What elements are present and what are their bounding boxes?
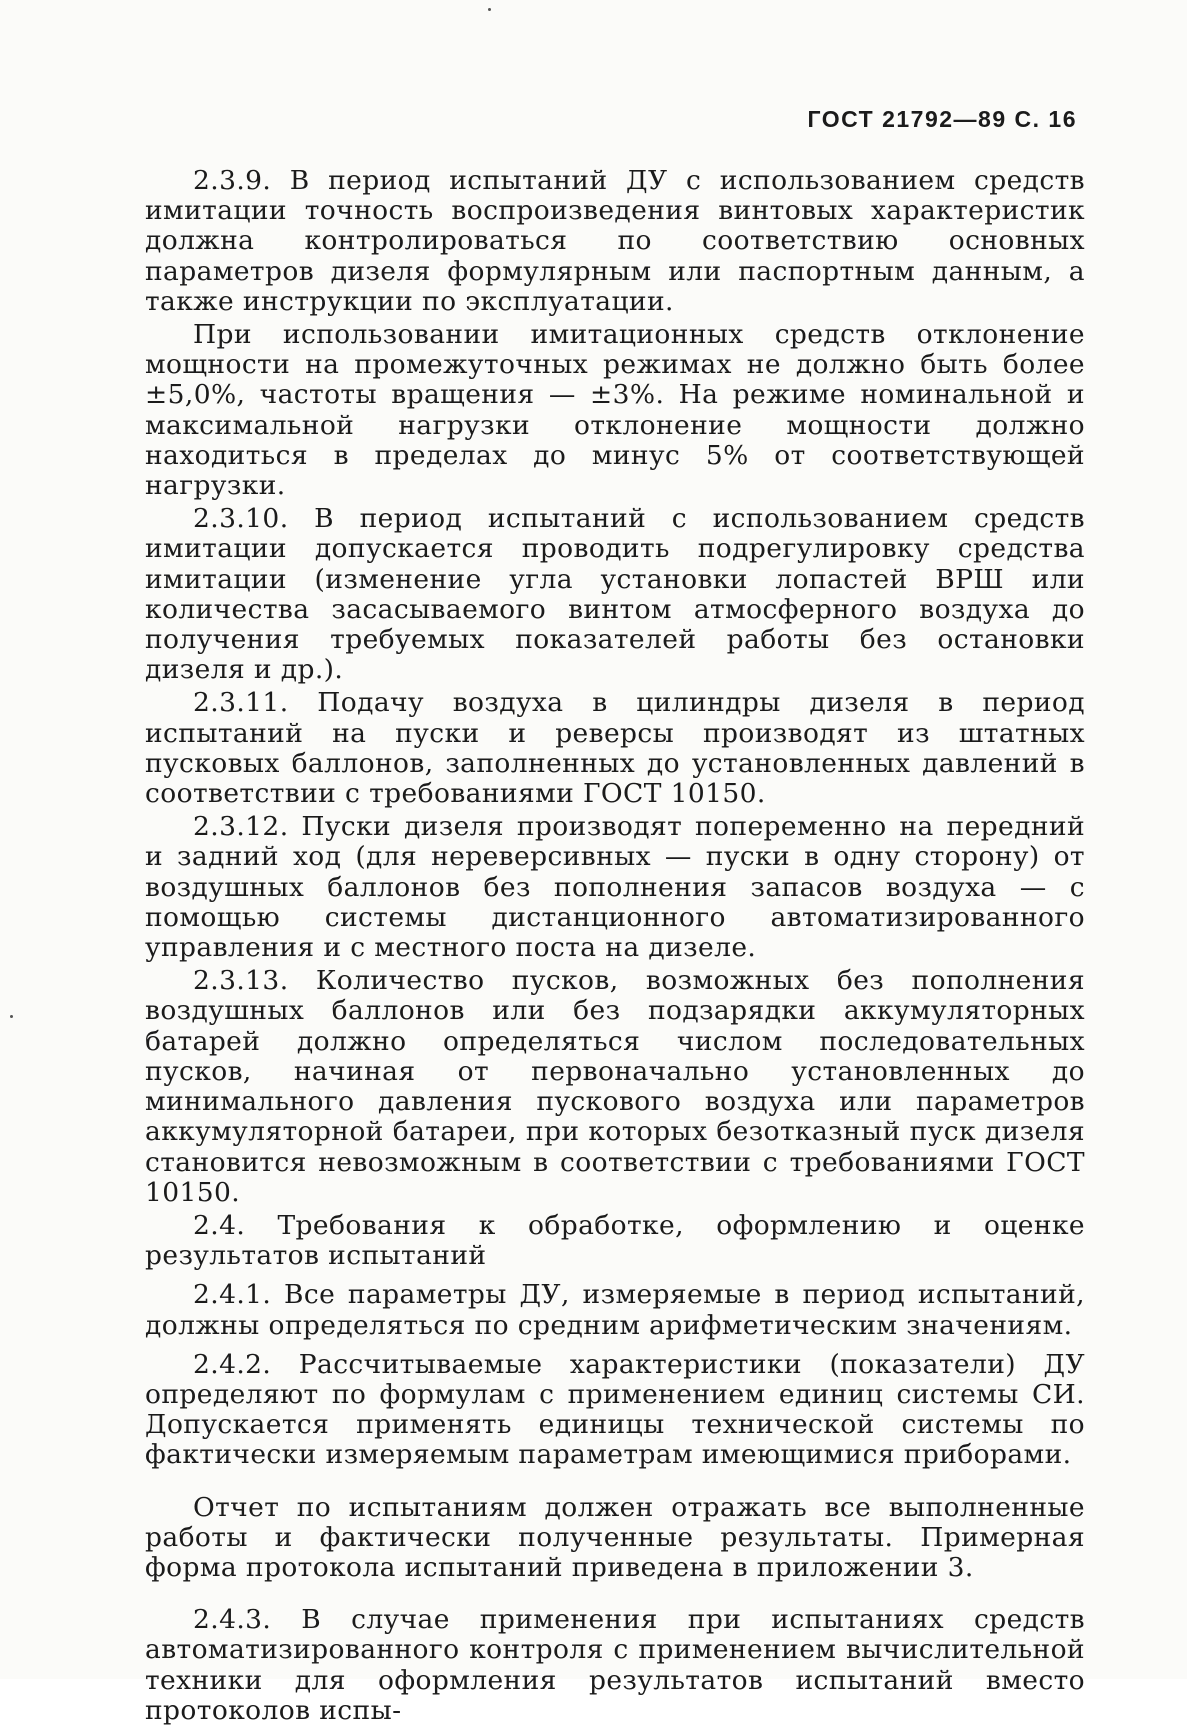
scan-speck (10, 1015, 13, 1018)
section-heading-2-4: 2.4. Требования к обработке, оформлению и оценке результатов испытаний (145, 1209, 1085, 1272)
paragraph-2-3-10: 2.3.10. В период испытаний с использованием средств имитации допускается проводить подрегулировку средства имитации (изменение угла установки лопастей ВРШ или количества засасываемого винтом атмосферного воздуха до получения требуемых показателей работы без остановки дизеля и др.). (145, 503, 1085, 686)
paragraph-2-4-2: 2.4.2. Рассчитываемые характеристики (показатели) ДУ определяют по формулам с применением единиц системы СИ. Допускается применять единицы технической системы по фактически измеряемым параметрам имеющимися приборами. (145, 1348, 1085, 1471)
page-header: ГОСТ 21792—89 С. 16 (807, 106, 1077, 132)
paragraph-2-3-11: 2.3.11. Подачу воздуха в цилиндры дизеля в период испытаний на пуски и реверсы производят из штатных пусковых баллонов, заполненных до установленных давлений в соответствии с требованиями ГОСТ 10150. (145, 687, 1085, 810)
paragraph-2-4-3: 2.4.3. В случае применения при испытаниях средств автоматизированного контроля с применением вычислительной техники для оформления результатов испытаний вместо протоколов испы- (145, 1604, 1085, 1726)
paragraph-2-3-13: 2.3.13. Количество пусков, возможных без пополнения воздушных баллонов или без подзарядки аккумуляторных батарей должно определяться числом последовательных пусков, начиная от первоначально установленных до минимального давления пускового воздуха или параметров аккумуляторной батареи, при которых безотказный пуск дизеля становится невозможным в соответствии с требованиями ГОСТ 10150. (145, 965, 1085, 1208)
paragraph-2-3-9: 2.3.9. В период испытаний ДУ с использованием средств имитации точность воспроизведения винтовых характеристик должна контролироваться по соответствию основных параметров дизеля формулярным или паспортным данным, а также инструкции по эксплуатации. (145, 165, 1085, 317)
paragraph-2-4-1: 2.4.1. Все параметры ДУ, измеряемые в период испытаний, должны определяться по средним арифметическим значениям. (145, 1279, 1085, 1341)
paragraph-2-3-12: 2.3.12. Пуски дизеля производят попеременно на передний и задний ход (для нереверсивных — пуски в одну сторону) от воздушных баллонов без пополнения запасов воздуха — с помощью системы дистанционного автоматизированного управления и с местного поста на дизеле. (145, 811, 1085, 964)
document-body (145, 166, 1085, 1729)
paragraph-imitation-deviation: При использовании имитационных средств отклонение мощности на промежуточных режимах не должно быть более ±5,0%, частоты вращения — ±3%. На режиме номинальной и максимальной нагрузки отклонение мощности должно находиться в пределах до минус 5% от соответствующей нагрузки. (145, 319, 1085, 502)
scan-speck (488, 8, 491, 11)
paragraph-report: Отчет по испытаниям должен отражать все выполненные работы и фактически полученные результаты. Примерная форма протокола испытаний приведена в приложении 3. (145, 1491, 1085, 1583)
